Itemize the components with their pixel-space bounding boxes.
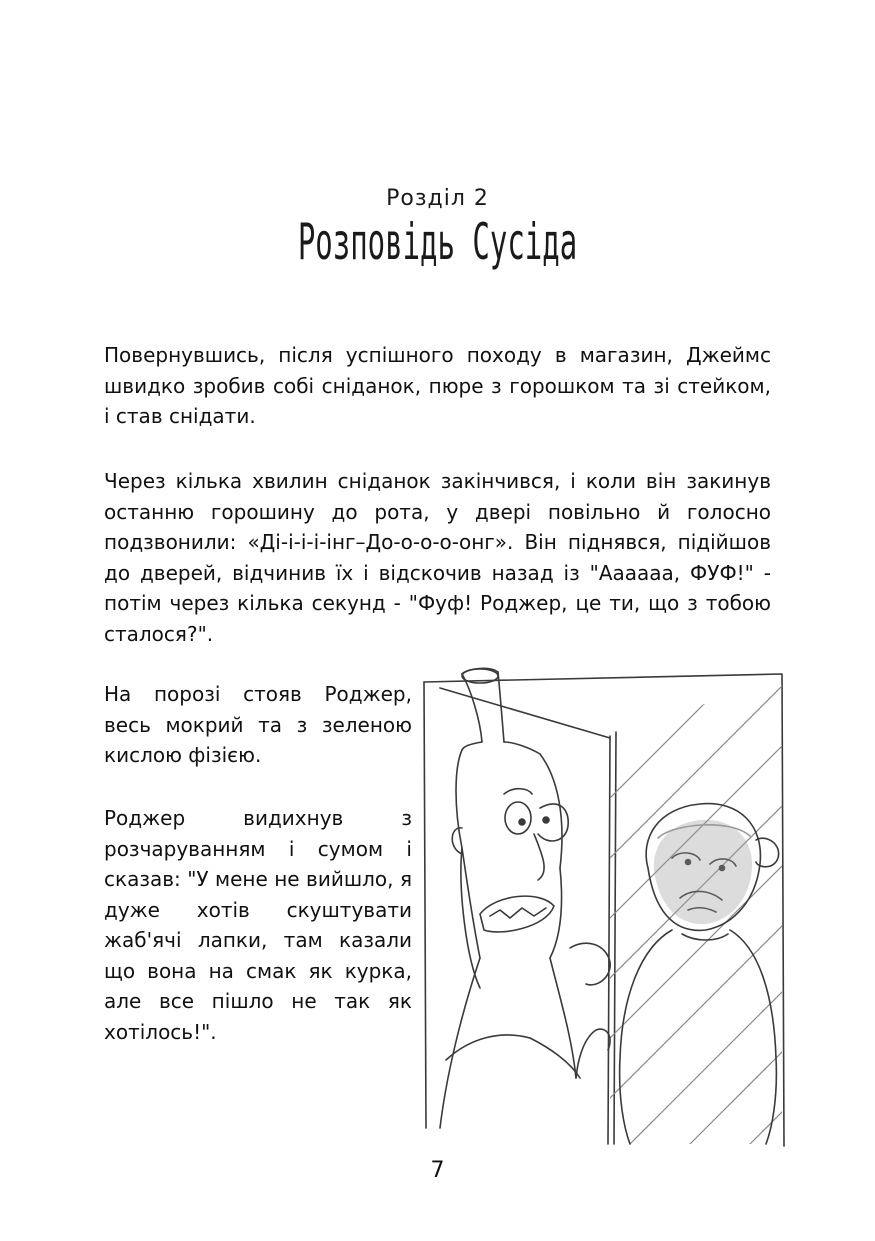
roger-character	[440, 668, 610, 1128]
page-number: 7	[430, 1158, 445, 1183]
paragraph-4: Роджер видихнув з розчаруванням і сумом і сказав: "У мене не вийшло, я дуже хотів скуштувати жаб'ячі лапки, там казали що вона на смак як курка, але все пішло не так як хотілось!".	[104, 806, 412, 1044]
doorway-sketch-illustration	[410, 658, 790, 1150]
paragraph-1: Повернувшись, після успішного походу в магазин, Джеймс швидко зробив собі сніданок, пюре з горошком та зі стейком, і став снідати.	[104, 343, 771, 428]
paragraph-2: Через кілька хвилин сніданок закінчився, і коли він закинув останню горошину до рота, у двері повільно й голосно подзвонили: «Ді-і-і-і-інг–До-о-о-о-онг». Він піднявся, підійшов до дверей, відчинив їх і відскочив назад із "Аааааа, ФУФ!" - потім через кілька секунд - "Фуф! Роджер, це ти, що з тобою сталося?".	[104, 469, 771, 646]
chapter-label: Розділ 2	[386, 186, 489, 211]
chapter-title: Розповідь Сусіда	[297, 213, 578, 271]
paragraph-3: На порозі стояв Роджер, весь мокрий та з зеленою кислою фізією.	[104, 682, 412, 767]
